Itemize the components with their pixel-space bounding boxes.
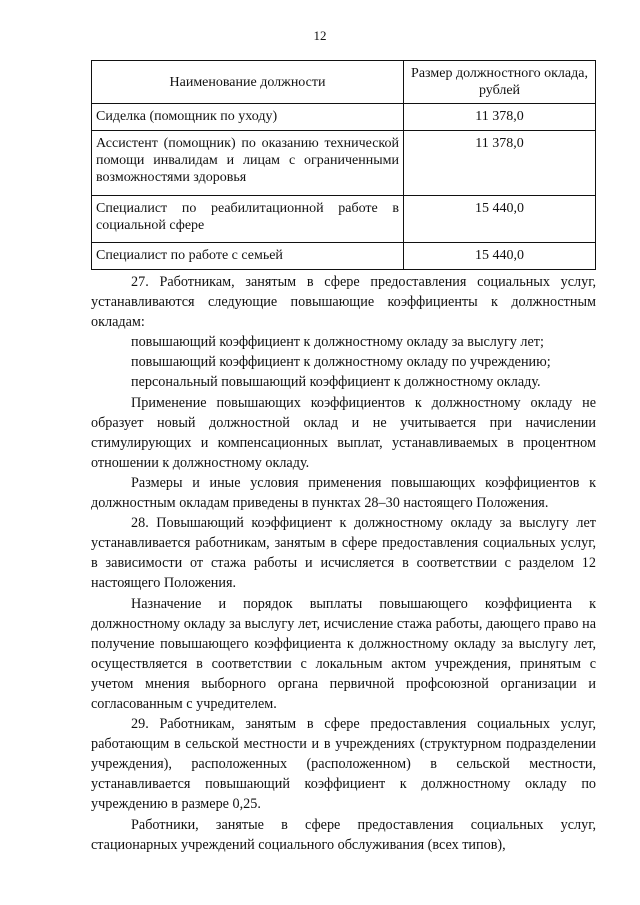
table-header-row [92, 61, 596, 104]
table-row [92, 131, 596, 196]
paragraph: Назначение и порядок выплаты повышающего коэффициента к должностному окладу за выслугу лет, исчисление стажа работы, дающего право на получение повышающего коэффициента к должностному окладу за выслугу лет, осуществляется в соответствии с локальным актом учреждения, принятым с учетом мнения выборного органа первичной профсоюзной организации и согласованным с учредителем. [91, 595, 596, 712]
salary-cell: 15 440,0 [404, 196, 596, 243]
paragraph-29: 29. Работникам, занятым в сфере предоставления социальных услуг, работающим в сельской местности и в учреждениях (структурном подразделении учреждения), расположенных (расположенном) в сельской местности, устанавливается повышающий коэффициент к должностному окладу по учреждению в размере 0,25. [91, 716, 596, 813]
list-item: повышающий коэффициент к должностному окладу по учреждению; [131, 354, 551, 371]
page-number: 12 [313, 28, 327, 43]
position-name-cell: Специалист по реабилитационной работе в социальной сфере [92, 196, 404, 243]
salary-table [91, 60, 596, 270]
header-position-name: Наименование должности [92, 61, 404, 104]
table-row [92, 196, 596, 243]
table-row [92, 104, 596, 131]
position-name-cell: Специалист по работе с семьей [92, 243, 404, 270]
position-name-cell: Ассистент (помощник) по оказанию технической помощи инвалидам и лицам с ограниченными возможностями здоровья [92, 131, 404, 196]
paragraph: Работники, занятые в сфере предоставления социальных услуг, стационарных учреждений социального обслуживания (всех типов), [91, 816, 596, 853]
salary-cell: 15 440,0 [404, 243, 596, 270]
position-name-cell: Сиделка (помощник по уходу) [92, 104, 404, 131]
paragraph-28: 28. Повышающий коэффициент к должностному окладу за выслугу лет устанавливается работникам, занятым в сфере предоставления социальных услуг, в зависимости от стажа работы и исчисляется в соответствии с разделом 12 настоящего Положения. [91, 515, 596, 592]
document-body [91, 272, 596, 855]
header-salary: Размер должностного оклада, рублей [404, 61, 596, 104]
paragraph: Размеры и иные условия применения повышающих коэффициентов к должностным окладам приведены в пунктах 28–30 настоящего Положения. [91, 474, 596, 512]
list-item: персональный повышающий коэффициент к должностному окладу. [131, 374, 541, 391]
paragraph-27: 27. Работникам, занятым в сфере предоставления социальных услуг, устанавливаются следующие повышающие коэффициенты к должностным окладам: [91, 274, 596, 331]
paragraph: Применение повышающих коэффициентов к должностному окладу не образует новый должностной оклад и не учитывается при начислении стимулирующих и компенсационных выплат, устанавливаемых в процентном отношении к должностному окладу. [91, 394, 596, 471]
salary-cell: 11 378,0 [404, 104, 596, 131]
salary-cell: 11 378,0 [404, 131, 596, 196]
list-item: повышающий коэффициент к должностному окладу за выслугу лет; [131, 334, 544, 351]
table-row [92, 243, 596, 270]
